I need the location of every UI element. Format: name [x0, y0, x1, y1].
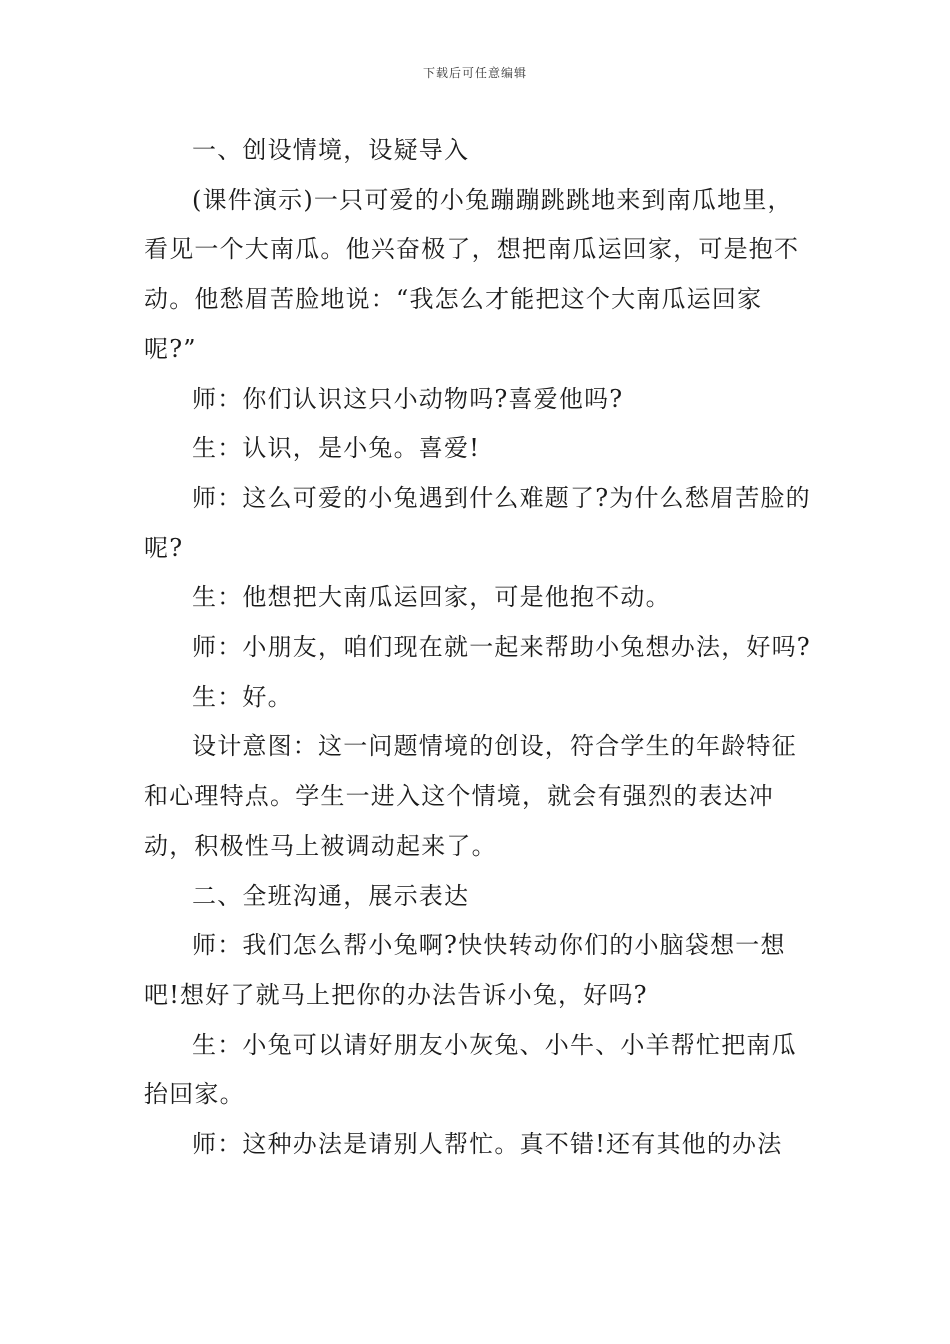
page-header: 下载后可任意编辑 [422, 66, 527, 80]
document-body [144, 126, 812, 1170]
section-heading-2: 二、全班沟通，展示表达 [192, 881, 470, 910]
dialogue-student: 生：认识，是小兔。喜爱! [192, 434, 481, 463]
dialogue-teacher: 师：我们怎么帮小兔啊?快快转动你们的小脑袋想一想吧!想好了就马上把你的办法告诉小兔，好吗? [144, 931, 786, 1009]
dialogue-teacher: 师：这么可爱的小兔遇到什么难题了?为什么愁眉苦脸的呢? [144, 483, 811, 562]
design-intent-paragraph: 设计意图：这一问题情境的创设，符合学生的年龄特征和心理特点。学生一进入这个情境，就会有强烈的表达冲动，积极性马上被调动起来了。 [144, 732, 797, 860]
dialogue-teacher: 师：你们认识这只小动物吗?喜爱他吗? [192, 384, 624, 413]
dialogue-student: 生：小兔可以请好朋友小灰兔、小牛、小羊帮忙把南瓜抬回家。 [144, 1030, 797, 1109]
dialogue-student: 生：好。 [192, 682, 293, 711]
section-heading-1: 一、创设情境，设疑导入 [192, 136, 470, 164]
dialogue-student: 生：他想把大南瓜运回家，可是他抱不动。 [192, 583, 671, 612]
paragraph-courseware-demo: (课件演示)一只可爱的小兔蹦蹦跳跳地来到南瓜地里，看见一个大南瓜。他兴奋极了，想把南瓜运回家，可是抱不动。他愁眉苦脸地说：“我怎么才能把这个大南瓜运回家呢?” [144, 185, 800, 363]
dialogue-teacher: 师：这种办法是请别人帮忙。真不错!还有其他的办法 [192, 1130, 783, 1159]
dialogue-teacher: 师：小朋友，咱们现在就一起来帮助小兔想办法，好吗? [192, 633, 811, 662]
